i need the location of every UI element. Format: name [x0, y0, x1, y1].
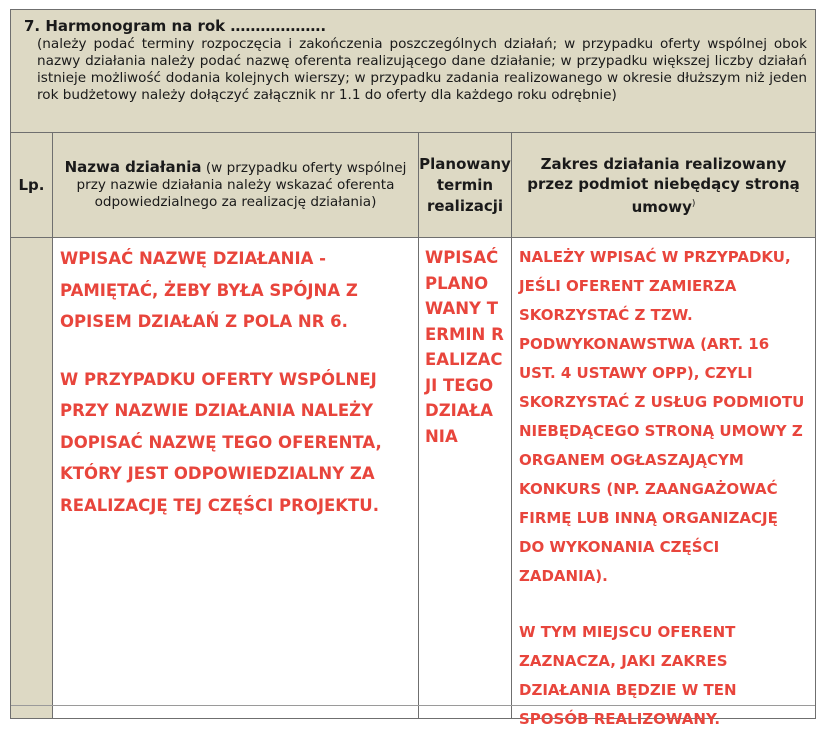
row-term-cell[interactable] [418, 238, 511, 718]
term-instruction: WPISAĆ PLANOWANY TERMIN REALIZACJI TEGO DZIAŁANIA [425, 248, 504, 446]
name-instruction-1: WPISAĆ NAZWĘ DZIAŁANIA - PAMIĘTAĆ, ŻEBY BYŁA SPÓJNA Z OPISEM DZIAŁAŃ Z POLA NR 6. [60, 249, 358, 331]
scope-instruction-1: NALEŻY WPISAĆ W PRZYPADKU, JEŚLI OFERENT ZAMIERZA SKORZYSTAĆ Z TZW. PODWYKONAWSTWA (ART. 16 UST. 4 USTAWY OPP), CZYLI SKORZYSTAĆ Z USŁUG PODMIOTU NIEBĘDĄCEGO STRONĄ UMOWY Z ORGANEM OGŁASZAJĄCYM KONKURS (NP. ZAANGAŻOWAĆ FIRMĘ LUB INNĄ ORGANIZACJĘ DO WYKONANIA CZĘŚCI ZADANIA). [519, 248, 805, 585]
column-header-lp [11, 133, 52, 237]
term-header-text [419, 154, 511, 217]
scope-header-label: Zakres działania realizowany przez podmiot niebędący stroną umowy [527, 154, 800, 216]
section-header [11, 10, 815, 133]
scope-header-text [512, 154, 815, 217]
term-header-label: Planowany termin realizacji [419, 154, 511, 215]
scope-header-footnote: ) [691, 198, 696, 209]
row-lp-cell [11, 238, 52, 718]
row-name-cell[interactable] [52, 238, 418, 718]
lp-label: Lp. [18, 176, 45, 194]
next-row-divider [11, 705, 815, 706]
name-header-bold: Nazwa działania [64, 158, 202, 176]
name-header-text [53, 159, 418, 211]
name-header-note: (w przypadku oferty wspólnej przy nazwie działania należy wskazać oferenta odpowiedzialnego za realizację działania) [76, 160, 407, 210]
column-header-scope [511, 133, 815, 237]
section-title: 7. Harmonogram na rok ………………. [24, 17, 327, 35]
column-header-term [418, 133, 511, 237]
row-scope-cell[interactable] [511, 238, 815, 728]
column-header-name [52, 133, 418, 237]
scope-instruction-2: W TYM MIEJSCU OFERENT ZAZNACZA, JAKI ZAKRES DZIAŁANIA BĘDZIE W TEN SPOSÓB REALIZOWANY. [519, 623, 737, 728]
section-note: (należy podać terminy rozpoczęcia i zakończenia poszczególnych działań; w przypadku oferty wspólnej obok nazwy działania należy podać nazwę oferenta realizującego dane działanie; w przypadku większej liczby działań istnieje możliwość dodania kolejnych wierszy; w przypadku zadania realizowanego w okresie dłuższym niż jeden rok budżetowy należy dołączyć załącznik nr 1.1 do oferty dla każdego roku odrębnie) [37, 36, 807, 103]
name-instruction-2: W PRZYPADKU OFERTY WSPÓLNEJ PRZY NAZWIE DZIAŁANIA NALEŻY DOPISAĆ NAZWĘ TEGO OFERENTA, KTÓRY JEST ODPOWIEDZIALNY ZA REALIZACJĘ TEJ CZĘŚCI PROJEKTU. [60, 369, 382, 515]
schedule-table [10, 9, 816, 728]
